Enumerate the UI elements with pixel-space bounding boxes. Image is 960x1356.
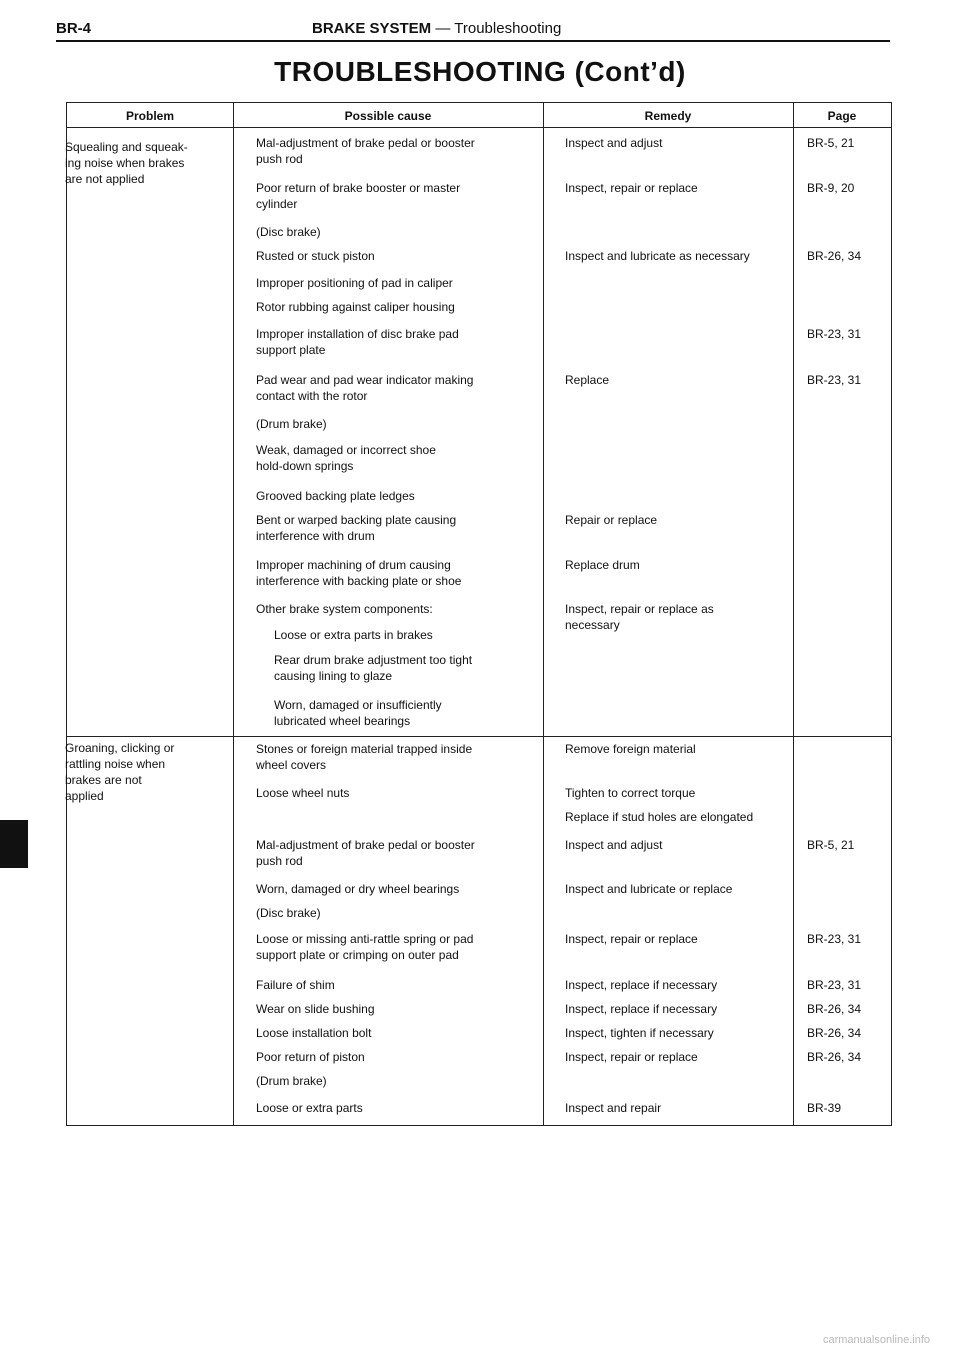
cause-cell: Stones or foreign material trapped inside wheel covers xyxy=(256,742,473,772)
header-divider xyxy=(67,127,891,128)
watermark-footer: carmanualsonline.info xyxy=(822,1334,930,1346)
page-ref-cell: BR-23, 31 xyxy=(807,327,862,341)
cause-cell: (Disc brake) xyxy=(256,906,321,920)
remedy-cell: Inspect, tighten if necessary xyxy=(565,1026,714,1040)
column-divider xyxy=(543,103,544,1125)
remedy-cell: Inspect, replace if necessary xyxy=(565,978,718,992)
page-ref-cell: BR-26, 34 xyxy=(807,1002,862,1016)
cause-cell: Improper machining of drum causing interference with backing plate or shoe xyxy=(256,558,462,588)
remedy-cell: Replace xyxy=(565,373,610,387)
row-divider xyxy=(67,736,891,737)
edge-tab-marker xyxy=(0,820,28,868)
remedy-cell: Inspect, replace if necessary xyxy=(565,1002,718,1016)
page-ref-cell: BR-23, 31 xyxy=(807,932,862,946)
remedy-cell: Inspect and lubricate as necessary xyxy=(565,249,750,263)
column-divider xyxy=(793,103,794,1125)
page-ref-cell: BR-9, 20 xyxy=(807,181,855,195)
page-ref-cell: BR-26, 34 xyxy=(807,1026,862,1040)
cause-cell: Mal-adjustment of brake pedal or booster push rod xyxy=(256,838,475,868)
cause-cell: Other brake system components: xyxy=(256,602,433,616)
cause-cell: Wear on slide bushing xyxy=(256,1002,375,1016)
cause-cell-sub: Loose or extra parts in brakes xyxy=(274,628,433,642)
col-header-remedy: Remedy xyxy=(644,109,692,123)
col-header-cause: Possible cause xyxy=(344,109,432,123)
page-ref-cell: BR-5, 21 xyxy=(807,838,855,852)
problem-cell: Groaning, clicking or rattling noise when brakes are not applied xyxy=(65,741,175,803)
remedy-cell: Inspect, repair or replace xyxy=(565,1050,698,1064)
remedy-cell: Inspect and adjust xyxy=(565,136,663,150)
remedy-cell: Remove foreign material xyxy=(565,742,696,756)
cause-cell: Improper positioning of pad in caliper xyxy=(256,276,453,290)
cause-cell-sub: Rear drum brake adjustment too tight causing lining to glaze xyxy=(274,653,473,683)
remedy-cell: Inspect, repair or replace xyxy=(565,932,698,946)
column-divider xyxy=(233,103,234,1125)
cause-cell: Rotor rubbing against caliper housing xyxy=(256,300,455,314)
problem-cell: Squealing and squeak- ing noise when brakes are not applied xyxy=(65,140,188,186)
page-ref-cell: BR-26, 34 xyxy=(807,1050,862,1064)
page-title: TROUBLESHOOTING (Cont’d) xyxy=(274,56,686,87)
title-dash: — xyxy=(435,20,451,37)
cause-cell: Mal-adjustment of brake pedal or booster push rod xyxy=(256,136,475,166)
cause-cell: Poor return of piston xyxy=(256,1050,365,1064)
cause-cell: Loose wheel nuts xyxy=(256,786,350,800)
remedy-cell: Replace if stud holes are elongated xyxy=(565,810,754,824)
page-ref-cell: BR-39 xyxy=(807,1101,842,1115)
remedy-cell: Inspect and lubricate or replace xyxy=(565,882,733,896)
cause-cell: Worn, damaged or dry wheel bearings xyxy=(256,882,460,896)
cause-cell: (Disc brake) xyxy=(256,225,321,239)
col-header-page: Page xyxy=(827,109,857,123)
page-id: BR-4 xyxy=(56,20,92,37)
remedy-cell: Inspect, repair or replace as necessary xyxy=(565,602,714,632)
section-name: BRAKE SYSTEM xyxy=(312,20,432,37)
col-header-problem: Problem xyxy=(125,109,174,123)
section-title xyxy=(312,20,561,37)
subsection-name: Troubleshooting xyxy=(454,20,562,37)
page-ref-cell: BR-23, 31 xyxy=(807,373,862,387)
running-header xyxy=(56,18,890,42)
cause-cell: (Drum brake) xyxy=(256,1074,327,1088)
cause-cell: Loose installation bolt xyxy=(256,1026,372,1040)
page-ref-cell: BR-5, 21 xyxy=(807,136,855,150)
cause-cell: Weak, damaged or incorrect shoe hold-down springs xyxy=(256,443,436,473)
cause-cell: Grooved backing plate ledges xyxy=(256,489,415,503)
troubleshooting-table xyxy=(66,102,892,1126)
page-ref-cell: BR-23, 31 xyxy=(807,978,862,992)
cause-cell: Rusted or stuck piston xyxy=(256,249,375,263)
cause-cell: Poor return of brake booster or master cylinder xyxy=(256,181,461,211)
cause-cell: Improper installation of disc brake pad support plate xyxy=(256,327,459,357)
remedy-cell: Replace drum xyxy=(565,558,640,572)
cause-cell: (Drum brake) xyxy=(256,417,327,431)
cause-cell: Loose or missing anti-rattle spring or pad support plate or crimping on outer pad xyxy=(256,932,474,962)
cause-cell: Bent or warped backing plate causing interference with drum xyxy=(256,513,457,543)
cause-cell-sub: Worn, damaged or insufficiently lubricated wheel bearings xyxy=(274,698,442,728)
remedy-cell: Inspect and adjust xyxy=(565,838,663,852)
remedy-cell: Inspect and repair xyxy=(565,1101,662,1115)
remedy-cell: Repair or replace xyxy=(565,513,658,527)
cause-cell: Failure of shim xyxy=(256,978,335,992)
remedy-cell: Tighten to correct torque xyxy=(565,786,696,800)
cause-cell: Pad wear and pad wear indicator making contact with the rotor xyxy=(256,373,474,403)
page-ref-cell: BR-26, 34 xyxy=(807,249,862,263)
remedy-cell: Inspect, repair or replace xyxy=(565,181,698,195)
cause-cell: Loose or extra parts xyxy=(256,1101,363,1115)
